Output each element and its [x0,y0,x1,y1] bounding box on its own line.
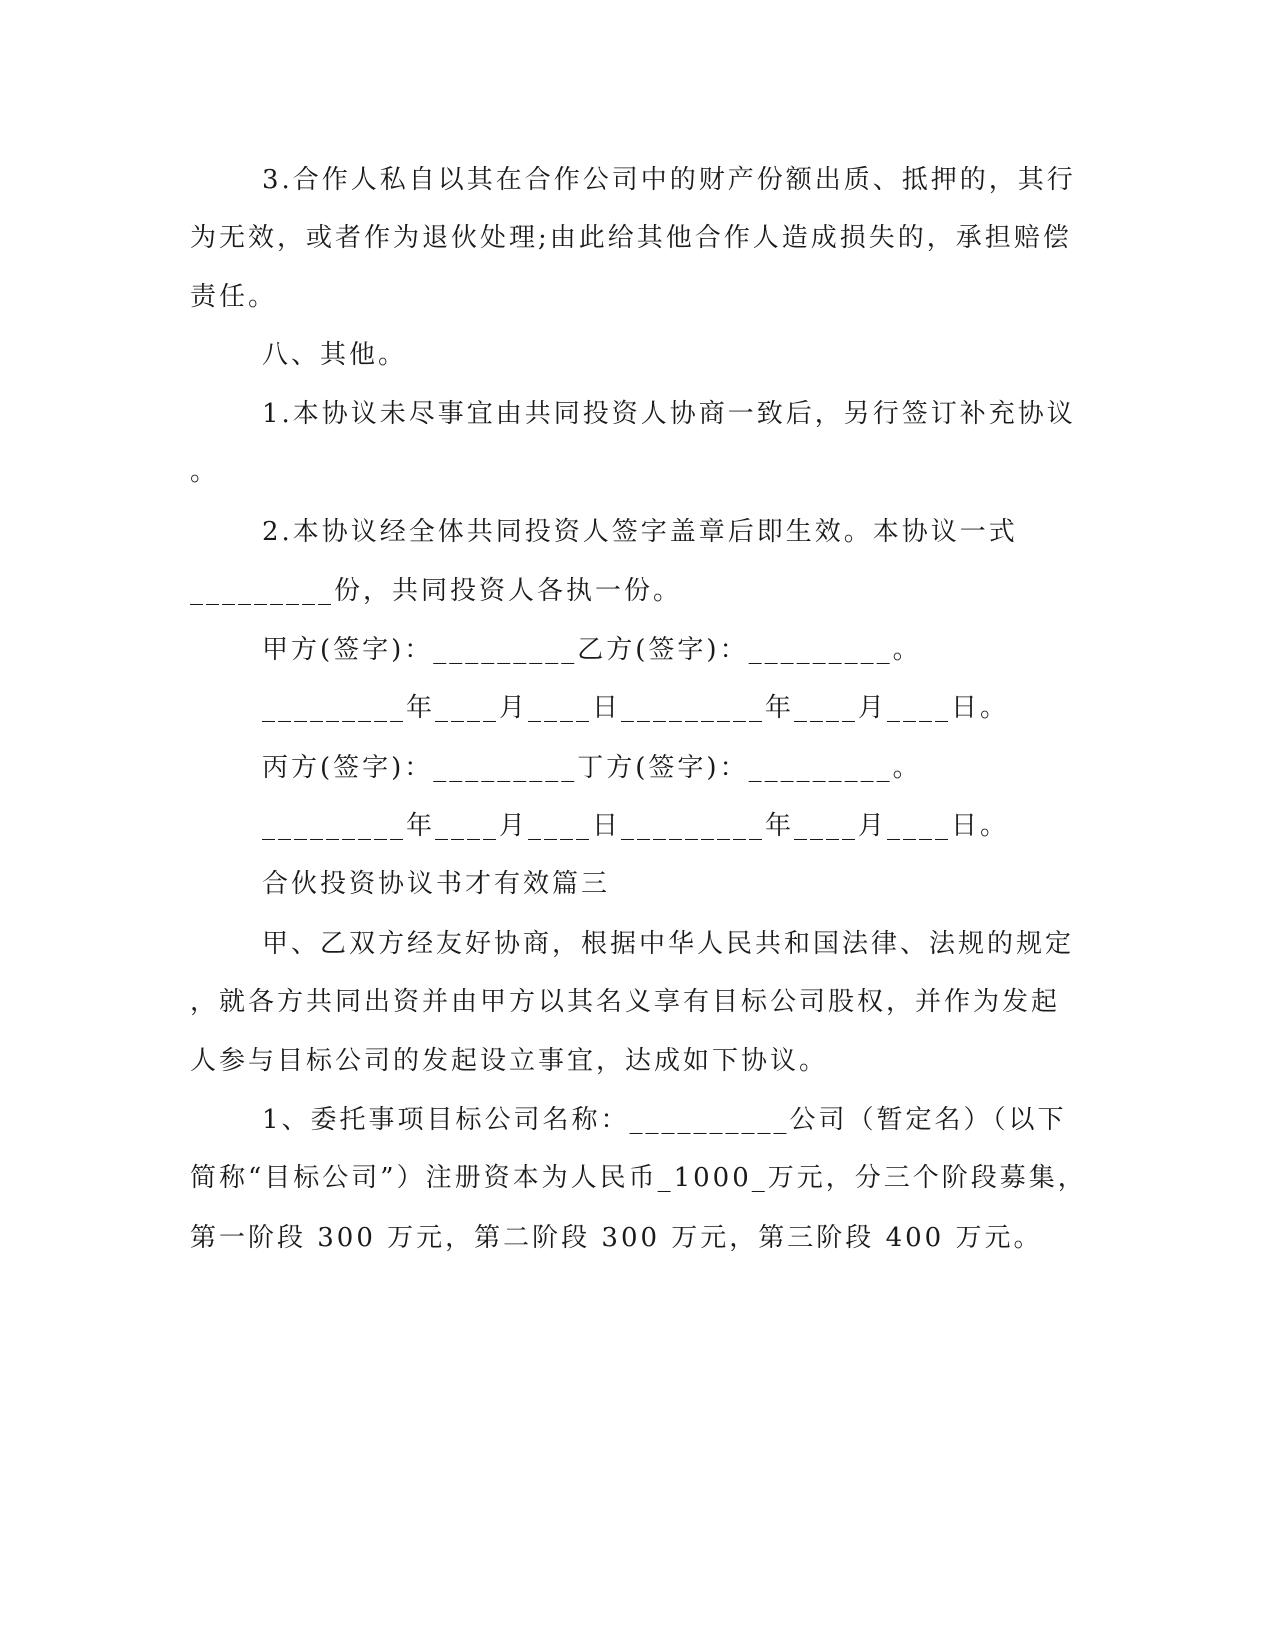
text-line: 甲、乙双方经友好协商，根据中华人民共和国法律、法规的规定 [262,929,1075,959]
text-line: 2.本协议经全体共同投资人签字盖章后即生效。本协议一式 [262,517,1018,547]
text-line: 简称“目标公司”）注册资本为人民币_1000_万元，分三个阶段募集， [190,1163,1087,1193]
text-line: 。 [190,457,220,487]
signature-line-cd: 丙方(签字)：_________丁方(签字)：_________。 [262,753,922,783]
text-line: _________份，共同投资人各执一份。 [190,576,683,606]
text-line: 为无效，或者作为退伙处理;由此给其他合作人造成损失的，承担赔偿 [190,223,1072,253]
date-line-cd: _________年____月____日_________年____月____日。 [262,811,1010,841]
signature-line-ab: 甲方(签字)：_________乙方(签字)：_________。 [262,635,922,665]
text-line: 1.本协议未尽事宜由共同投资人协商一致后，另行签订补充协议 [262,399,1076,429]
section-heading: 八、其他。 [262,340,408,370]
text-line: 1、委托事项目标公司名称：__________公司（暂定名）（以下 [262,1105,1067,1135]
text-line: 第一阶段 300 万元，第二阶段 300 万元，第三阶段 400 万元。 [190,1223,1043,1253]
text-line: 3.合作人私自以其在合作公司中的财产份额出质、抵押的，其行 [262,165,1076,195]
text-line: ，就各方共同出资并由甲方以其名义享有目标公司股权，并作为发起 [190,987,1061,1017]
text-line: 责任。 [190,282,278,312]
date-line-ab: _________年____月____日_________年____月____日。 [262,693,1010,723]
document-title: 合伙投资协议书才有效篇三 [262,869,611,899]
text-line: 人参与目标公司的发起设立事宜，达成如下协议。 [190,1046,829,1076]
